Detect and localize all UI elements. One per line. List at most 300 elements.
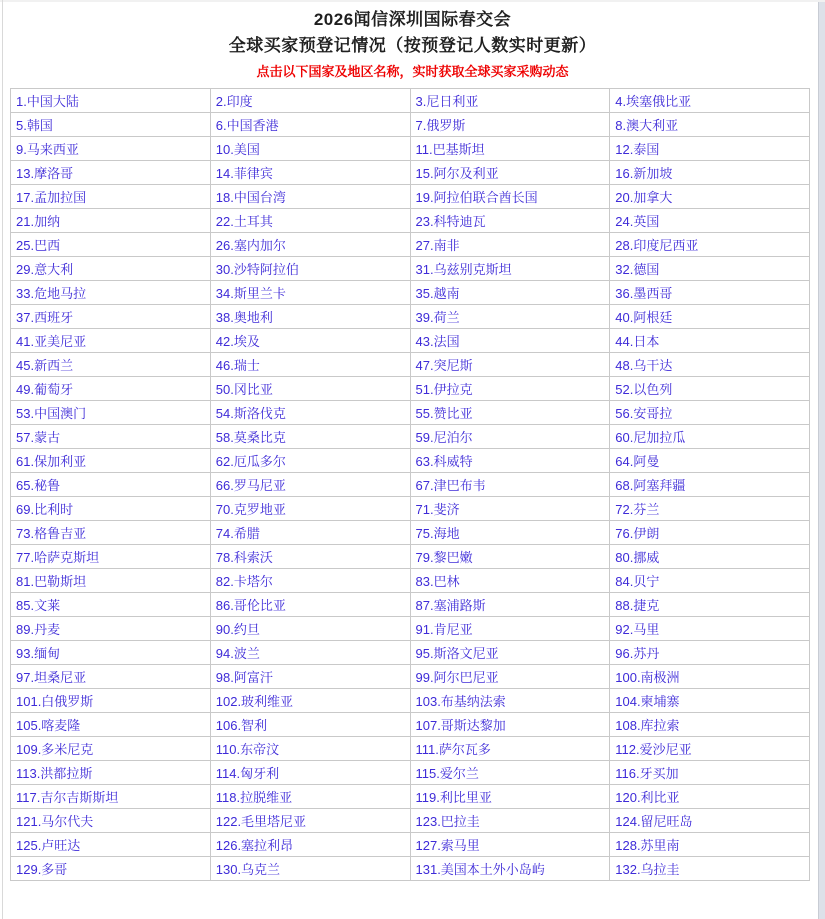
country-cell — [210, 593, 410, 617]
country-cell — [11, 353, 211, 377]
country-link[interactable]: 91.肯尼亚 — [415, 622, 473, 637]
window-edge-left — [2, 0, 3, 919]
country-cell — [410, 617, 610, 641]
country-link[interactable]: 30.沙特阿拉伯 — [215, 262, 299, 277]
country-link[interactable]: 17.孟加拉国 — [16, 190, 87, 205]
table-row — [11, 329, 810, 353]
country-link[interactable]: 82.卡塔尔 — [215, 574, 273, 589]
country-link[interactable]: 26.塞内加尔 — [215, 238, 286, 253]
country-cell — [610, 497, 810, 521]
country-cell — [610, 809, 810, 833]
country-link[interactable]: 60.尼加拉瓜 — [615, 430, 686, 445]
country-link[interactable]: 24.英国 — [615, 214, 660, 229]
country-link[interactable]: 15.阿尔及利亚 — [415, 166, 499, 181]
country-link[interactable]: 54.斯洛伐克 — [215, 406, 286, 421]
country-cell — [210, 833, 410, 857]
country-link[interactable]: 87.塞浦路斯 — [415, 598, 486, 613]
country-link[interactable]: 86.哥伦比亚 — [215, 598, 286, 613]
country-cell — [210, 665, 410, 689]
country-link[interactable]: 128.苏里南 — [615, 838, 680, 853]
country-link[interactable]: 66.罗马尼亚 — [215, 478, 286, 493]
country-link[interactable]: 46.瑞士 — [215, 358, 260, 373]
country-cell — [210, 89, 410, 113]
country-cell — [210, 185, 410, 209]
country-link[interactable]: 73.格鲁吉亚 — [16, 526, 87, 541]
country-cell — [610, 713, 810, 737]
country-cell — [410, 569, 610, 593]
country-link[interactable]: 126.塞拉利昂 — [215, 838, 294, 853]
country-link[interactable]: 72.芬兰 — [615, 502, 660, 517]
country-cell — [210, 521, 410, 545]
country-cell — [210, 617, 410, 641]
country-link[interactable]: 130.乌克兰 — [215, 862, 281, 877]
country-cell — [410, 857, 610, 881]
country-link[interactable]: 12.泰国 — [615, 142, 660, 157]
country-cell — [610, 401, 810, 425]
country-cell — [210, 329, 410, 353]
country-link[interactable]: 76.伊朗 — [615, 526, 660, 541]
country-link[interactable]: 85.文莱 — [16, 598, 61, 613]
table-row — [11, 233, 810, 257]
table-row — [11, 377, 810, 401]
country-link[interactable]: 95.斯洛文尼亚 — [415, 646, 499, 661]
country-cell — [210, 401, 410, 425]
country-cell — [410, 329, 610, 353]
country-cell — [11, 89, 211, 113]
country-cell — [11, 305, 211, 329]
country-cell — [11, 329, 211, 353]
country-link[interactable]: 6.中国香港 — [215, 118, 279, 133]
table-row — [11, 737, 810, 761]
country-cell — [11, 737, 211, 761]
country-cell — [610, 833, 810, 857]
country-cell — [11, 593, 211, 617]
country-link[interactable]: 61.保加利亚 — [16, 454, 87, 469]
country-link[interactable]: 77.哈萨克斯坦 — [16, 550, 100, 565]
country-link[interactable]: 113.洪都拉斯 — [16, 766, 93, 781]
country-link[interactable]: 129.多哥 — [16, 862, 68, 877]
country-link[interactable]: 57.蒙古 — [16, 430, 61, 445]
country-link[interactable]: 104.柬埔寨 — [615, 694, 680, 709]
country-link[interactable]: 53.中国澳门 — [16, 406, 87, 421]
country-cell — [410, 713, 610, 737]
country-link[interactable]: 110.东帝汶 — [215, 742, 280, 757]
country-cell — [11, 689, 211, 713]
country-link[interactable]: 1.中国大陆 — [16, 94, 79, 109]
country-link[interactable]: 98.阿富汗 — [215, 670, 273, 685]
country-cell — [410, 785, 610, 809]
country-link[interactable]: 10.美国 — [215, 142, 260, 157]
country-link[interactable]: 16.新加坡 — [615, 166, 673, 181]
country-link[interactable]: 5.韩国 — [16, 118, 53, 133]
country-cell — [210, 713, 410, 737]
country-cell — [410, 89, 610, 113]
table-row — [11, 113, 810, 137]
country-cell — [11, 209, 211, 233]
country-link[interactable]: 45.新西兰 — [16, 358, 74, 373]
country-cell — [610, 785, 810, 809]
country-cell — [410, 473, 610, 497]
country-link[interactable]: 44.日本 — [615, 334, 660, 349]
country-cell — [11, 713, 211, 737]
table-row — [11, 401, 810, 425]
country-cell — [410, 281, 610, 305]
country-cell — [210, 257, 410, 281]
country-link[interactable]: 93.缅甸 — [16, 646, 61, 661]
country-link[interactable]: 39.荷兰 — [415, 310, 460, 325]
table-row — [11, 689, 810, 713]
country-link[interactable]: 32.德国 — [615, 262, 660, 277]
country-cell — [410, 809, 610, 833]
country-cell — [610, 257, 810, 281]
country-cell — [11, 761, 211, 785]
country-cell — [610, 569, 810, 593]
country-cell — [610, 161, 810, 185]
country-cell — [210, 809, 410, 833]
country-cell — [410, 425, 610, 449]
country-cell — [11, 257, 211, 281]
country-link[interactable]: 50.冈比亚 — [215, 382, 273, 397]
country-cell — [410, 833, 610, 857]
country-cell — [610, 641, 810, 665]
table-row — [11, 449, 810, 473]
country-link[interactable]: 11.巴基斯坦 — [415, 142, 485, 157]
country-link[interactable]: 37.西班牙 — [16, 310, 74, 325]
country-link[interactable]: 92.马里 — [615, 622, 660, 637]
country-cell — [11, 233, 211, 257]
country-cell — [210, 137, 410, 161]
country-link[interactable]: 56.安哥拉 — [615, 406, 673, 421]
country-cell — [210, 761, 410, 785]
table-row — [11, 281, 810, 305]
country-cell — [210, 305, 410, 329]
country-link[interactable]: 55.赞比亚 — [415, 406, 473, 421]
country-link[interactable]: 106.智利 — [215, 718, 268, 733]
country-cell — [410, 497, 610, 521]
table-row — [11, 89, 810, 113]
page-title-line2: 全球买家预登记情况（按预登记人数实时更新） — [228, 36, 597, 55]
country-link[interactable]: 27.南非 — [415, 238, 460, 253]
country-link[interactable]: 14.菲律宾 — [215, 166, 273, 181]
country-cell — [11, 401, 211, 425]
country-cell — [610, 761, 810, 785]
country-link[interactable]: 65.秘鲁 — [16, 478, 61, 493]
table-row — [11, 473, 810, 497]
country-link[interactable]: 48.乌干达 — [615, 358, 673, 373]
country-cell — [210, 233, 410, 257]
country-cell — [410, 737, 610, 761]
country-cell — [410, 401, 610, 425]
country-link[interactable]: 117.吉尔吉斯斯坦 — [16, 790, 119, 805]
country-cell — [410, 353, 610, 377]
table-row — [11, 761, 810, 785]
vertical-scrollbar[interactable] — [818, 2, 825, 919]
country-link[interactable]: 19.阿拉伯联合酋长国 — [415, 190, 538, 205]
country-cell — [210, 473, 410, 497]
table-row — [11, 569, 810, 593]
country-cell — [210, 281, 410, 305]
table-row — [11, 545, 810, 569]
table-row — [11, 425, 810, 449]
country-link[interactable]: 121.马尔代夫 — [16, 814, 94, 829]
country-cell — [11, 425, 211, 449]
country-cell — [210, 377, 410, 401]
country-cell — [610, 617, 810, 641]
country-link[interactable]: 99.阿尔巴尼亚 — [415, 670, 499, 685]
country-link[interactable]: 68.阿塞拜疆 — [615, 478, 686, 493]
country-cell — [610, 473, 810, 497]
country-link[interactable]: 124.留尼旺岛 — [615, 814, 693, 829]
country-cell — [410, 137, 610, 161]
country-cell — [210, 785, 410, 809]
country-cell — [610, 89, 810, 113]
country-cell — [210, 161, 410, 185]
country-cell — [11, 449, 211, 473]
table-row — [11, 617, 810, 641]
country-link[interactable]: 59.尼泊尔 — [415, 430, 473, 445]
country-link[interactable]: 132.乌拉圭 — [615, 862, 680, 877]
country-link[interactable]: 96.苏丹 — [615, 646, 660, 661]
country-cell — [610, 737, 810, 761]
country-cell — [610, 305, 810, 329]
table-row — [11, 161, 810, 185]
country-cell — [410, 185, 610, 209]
country-cell — [410, 305, 610, 329]
country-link[interactable]: 115.爱尔兰 — [415, 766, 479, 781]
country-link[interactable]: 2.印度 — [215, 94, 253, 109]
country-link[interactable]: 79.黎巴嫩 — [415, 550, 473, 565]
country-link[interactable]: 21.加纳 — [16, 214, 61, 229]
country-link[interactable]: 112.爱沙尼亚 — [615, 742, 692, 757]
country-cell — [410, 665, 610, 689]
country-link[interactable]: 28.印度尼西亚 — [615, 238, 699, 253]
country-cell — [610, 113, 810, 137]
country-link[interactable]: 118.拉脱维亚 — [215, 790, 293, 805]
country-cell — [610, 329, 810, 353]
country-cell — [11, 785, 211, 809]
country-link[interactable]: 75.海地 — [415, 526, 460, 541]
country-cell — [210, 497, 410, 521]
country-cell — [610, 521, 810, 545]
country-cell — [610, 137, 810, 161]
country-link[interactable]: 7.俄罗斯 — [415, 118, 466, 133]
country-link[interactable]: 105.喀麦隆 — [16, 718, 81, 733]
country-link[interactable]: 40.阿根廷 — [615, 310, 673, 325]
country-link[interactable]: 71.斐济 — [415, 502, 460, 517]
country-cell — [11, 641, 211, 665]
country-cell — [210, 857, 410, 881]
country-cell — [410, 641, 610, 665]
country-cell — [610, 425, 810, 449]
country-link[interactable]: 41.亚美尼亚 — [16, 334, 87, 349]
country-cell — [610, 665, 810, 689]
country-link[interactable]: 9.马来西亚 — [16, 142, 79, 157]
country-link[interactable]: 108.库拉索 — [615, 718, 680, 733]
country-link[interactable]: 64.阿曼 — [615, 454, 660, 469]
country-link[interactable]: 31.乌兹别克斯坦 — [415, 262, 512, 277]
country-link[interactable]: 102.玻利维亚 — [215, 694, 294, 709]
country-cell — [210, 545, 410, 569]
country-link[interactable]: 88.捷克 — [615, 598, 660, 613]
country-cell — [11, 545, 211, 569]
country-link[interactable]: 107.哥斯达黎加 — [415, 718, 506, 733]
country-link[interactable]: 131.美国本土外小岛屿 — [415, 862, 545, 877]
country-link[interactable]: 90.约旦 — [215, 622, 260, 637]
table-row — [11, 593, 810, 617]
country-link[interactable]: 42.埃及 — [215, 334, 260, 349]
country-link[interactable]: 47.突尼斯 — [415, 358, 473, 373]
table-row — [11, 137, 810, 161]
table-row — [11, 833, 810, 857]
country-cell — [410, 521, 610, 545]
country-cell — [610, 857, 810, 881]
page-title-line1: 2026闻信深圳国际春交会 — [313, 10, 512, 29]
table-row — [11, 713, 810, 737]
country-cell — [11, 617, 211, 641]
window-edge-top — [0, 0, 825, 2]
country-cell — [410, 689, 610, 713]
country-cell — [11, 569, 211, 593]
country-cell — [610, 185, 810, 209]
country-link[interactable]: 101.白俄罗斯 — [16, 694, 94, 709]
country-cell — [410, 449, 610, 473]
country-link[interactable]: 100.南极洲 — [615, 670, 680, 685]
country-link[interactable]: 94.波兰 — [215, 646, 260, 661]
country-link[interactable]: 119.利比里亚 — [415, 790, 492, 805]
country-cell — [410, 161, 610, 185]
country-cell — [11, 185, 211, 209]
country-cell — [210, 425, 410, 449]
country-link[interactable]: 58.莫桑比克 — [215, 430, 286, 445]
country-link[interactable]: 97.坦桑尼亚 — [16, 670, 87, 685]
country-cell — [610, 449, 810, 473]
country-cell — [210, 209, 410, 233]
country-cell — [11, 137, 211, 161]
table-row — [11, 665, 810, 689]
country-link[interactable]: 74.希腊 — [215, 526, 260, 541]
country-link[interactable]: 3.尼日利亚 — [415, 94, 479, 109]
country-link[interactable]: 69.比利时 — [16, 502, 74, 517]
country-link[interactable]: 109.多米尼克 — [16, 742, 94, 757]
country-link[interactable]: 51.伊拉克 — [415, 382, 473, 397]
country-cell — [610, 593, 810, 617]
country-cell — [11, 161, 211, 185]
table-row — [11, 785, 810, 809]
country-link[interactable]: 22.土耳其 — [215, 214, 273, 229]
country-link[interactable]: 67.津巴布韦 — [415, 478, 486, 493]
country-link[interactable]: 70.克罗地亚 — [215, 502, 286, 517]
countries-table — [10, 88, 810, 881]
country-link[interactable]: 63.科威特 — [415, 454, 473, 469]
country-link[interactable]: 20.加拿大 — [615, 190, 673, 205]
table-row — [11, 857, 810, 881]
country-link[interactable]: 84.贝宁 — [615, 574, 660, 589]
country-cell — [610, 209, 810, 233]
country-cell — [610, 281, 810, 305]
country-link[interactable]: 29.意大利 — [16, 262, 74, 277]
country-cell — [410, 761, 610, 785]
country-link[interactable]: 80.挪威 — [615, 550, 660, 565]
country-link[interactable]: 8.澳大利亚 — [615, 118, 679, 133]
country-cell — [11, 113, 211, 137]
country-link[interactable]: 52.以色列 — [615, 382, 673, 397]
country-cell — [610, 353, 810, 377]
country-cell — [11, 497, 211, 521]
country-cell — [610, 545, 810, 569]
country-link[interactable]: 116.牙买加 — [615, 766, 679, 781]
country-link[interactable]: 62.厄瓜多尔 — [215, 454, 286, 469]
country-cell — [210, 353, 410, 377]
country-link[interactable]: 23.科特迪瓦 — [415, 214, 486, 229]
table-row — [11, 353, 810, 377]
country-cell — [210, 737, 410, 761]
country-link[interactable]: 38.奥地利 — [215, 310, 273, 325]
country-link[interactable]: 78.科索沃 — [215, 550, 273, 565]
country-link[interactable]: 25.巴西 — [16, 238, 61, 253]
country-link[interactable]: 35.越南 — [415, 286, 460, 301]
country-cell — [410, 377, 610, 401]
country-cell — [410, 593, 610, 617]
country-link[interactable]: 13.摩洛哥 — [16, 166, 74, 181]
country-link[interactable]: 33.危地马拉 — [16, 286, 87, 301]
page-header — [0, 0, 825, 81]
table-row — [11, 809, 810, 833]
country-link[interactable]: 120.利比亚 — [615, 790, 680, 805]
country-cell — [11, 857, 211, 881]
country-cell — [610, 233, 810, 257]
countries-table-body — [11, 89, 810, 881]
country-cell — [410, 257, 610, 281]
country-cell — [410, 113, 610, 137]
country-link[interactable]: 127.索马里 — [415, 838, 480, 853]
country-cell — [11, 377, 211, 401]
country-link[interactable]: 34.斯里兰卡 — [215, 286, 286, 301]
country-cell — [210, 569, 410, 593]
table-row — [11, 257, 810, 281]
country-link[interactable]: 4.埃塞俄比亚 — [615, 94, 692, 109]
country-link[interactable]: 122.毛里塔尼亚 — [215, 814, 307, 829]
country-link[interactable]: 125.卢旺达 — [16, 838, 81, 853]
table-row — [11, 305, 810, 329]
country-link[interactable]: 123.巴拉圭 — [415, 814, 480, 829]
country-cell — [210, 449, 410, 473]
country-cell — [610, 377, 810, 401]
country-cell — [11, 833, 211, 857]
country-cell — [11, 665, 211, 689]
country-link[interactable]: 111.萨尔瓦多 — [415, 742, 491, 757]
country-link[interactable]: 36.墨西哥 — [615, 286, 673, 301]
table-row — [11, 521, 810, 545]
country-link[interactable]: 18.中国台湾 — [215, 190, 286, 205]
country-cell — [410, 209, 610, 233]
country-cell — [410, 233, 610, 257]
country-link[interactable]: 89.丹麦 — [16, 622, 61, 637]
country-link[interactable]: 83.巴林 — [415, 574, 460, 589]
country-cell — [210, 689, 410, 713]
country-link[interactable]: 81.巴勒斯坦 — [16, 574, 87, 589]
country-cell — [210, 641, 410, 665]
country-link[interactable]: 114.匈牙利 — [215, 766, 280, 781]
table-row — [11, 497, 810, 521]
country-cell — [610, 689, 810, 713]
country-cell — [210, 113, 410, 137]
country-cell — [11, 281, 211, 305]
table-row — [11, 185, 810, 209]
country-link[interactable]: 103.布基纳法索 — [415, 694, 506, 709]
table-row — [11, 641, 810, 665]
country-link[interactable]: 49.葡萄牙 — [16, 382, 74, 397]
country-link[interactable]: 43.法国 — [415, 334, 460, 349]
